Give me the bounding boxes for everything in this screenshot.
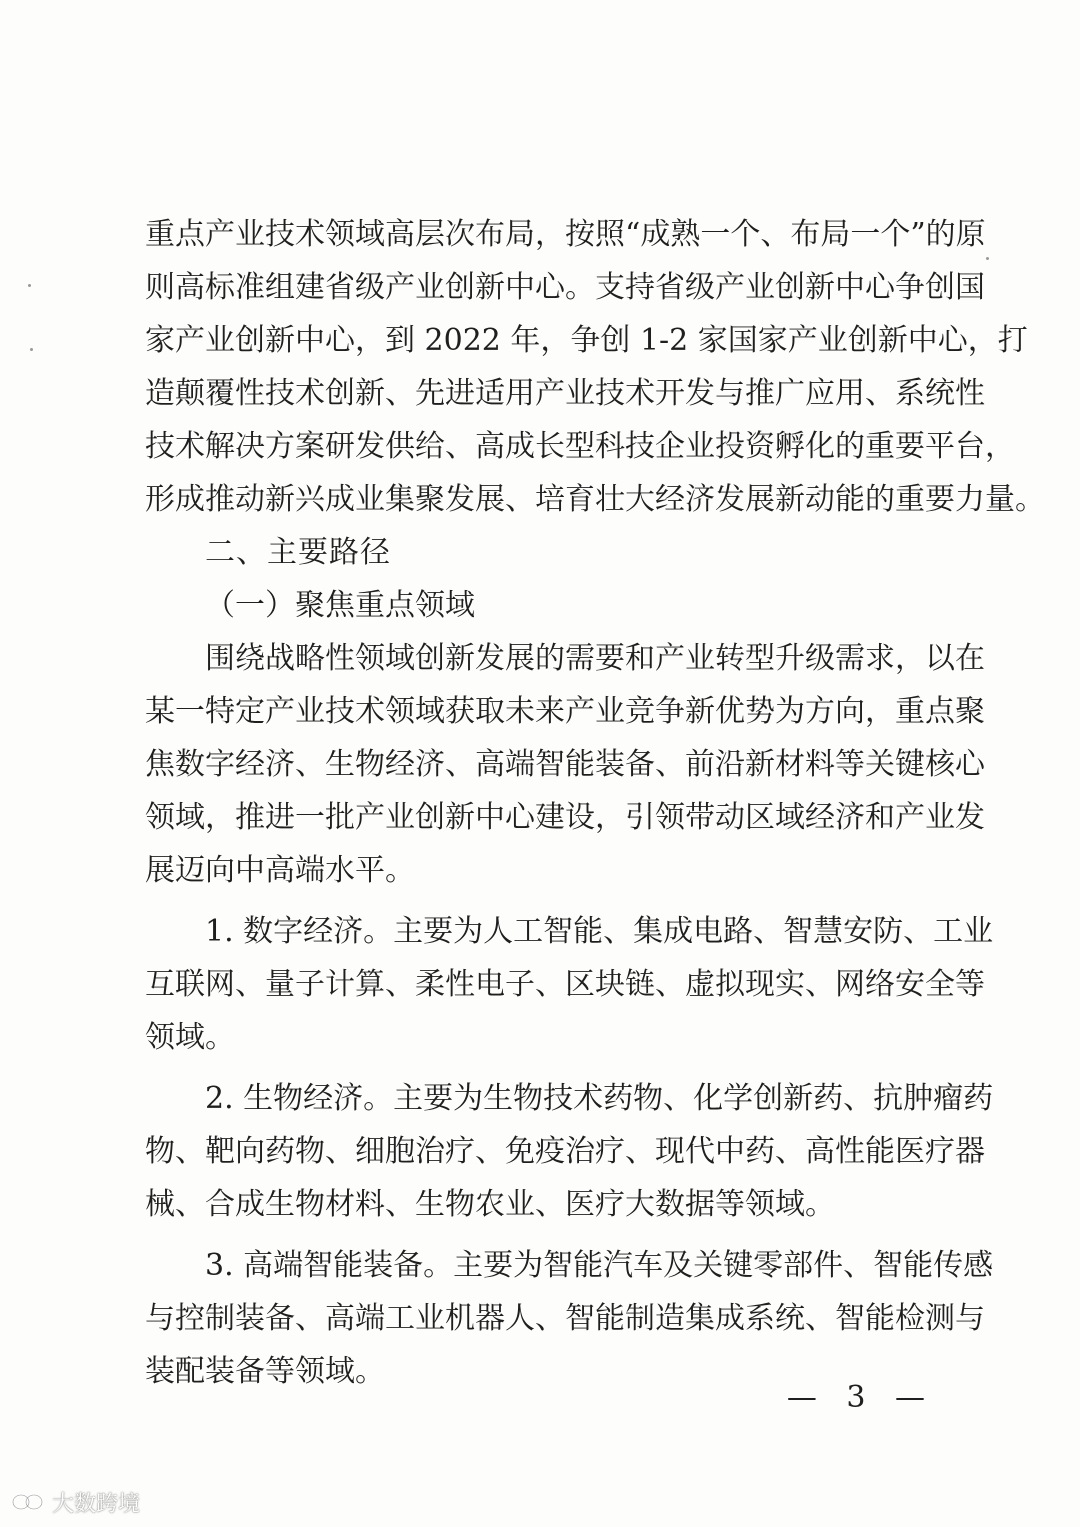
text-line: 焦数字经济、生物经济、高端智能装备、前沿新材料等关键核心	[145, 747, 985, 782]
text-line: 装配装备等领域。	[145, 1354, 385, 1389]
text-line: 械、合成生物材料、生物农业、医疗大数据等领域。	[145, 1187, 835, 1222]
text-line: 领域，推进一批产业创新中心建设，引领带动区域经济和产业发	[145, 800, 985, 835]
text-line: 技术解决方案研发供给、高成长型科技企业投资孵化的重要平台，	[145, 429, 1015, 464]
text-line: 家产业创新中心，到 2022 年，争创 1-2 家国家产业创新中心，打	[145, 323, 1028, 358]
scan-speck	[28, 284, 31, 287]
text-line: 2. 生物经济。主要为生物技术药物、化学创新药、抗肿瘤药	[205, 1081, 994, 1116]
text-line: 形成推动新兴成业集聚发展、培育壮大经济发展新动能的重要力量。	[145, 482, 1045, 517]
text-line: 领域。	[145, 1020, 235, 1055]
text-line: 1. 数字经济。主要为人工智能、集成电路、智慧安防、工业	[205, 914, 994, 949]
subsection-heading: （一）聚焦重点领域	[205, 588, 475, 623]
text-line: 重点产业技术领域高层次布局，按照“成熟一个、布局一个”的原	[145, 217, 986, 252]
text-line: 围绕战略性领域创新发展的需要和产业转型升级需求，以在	[205, 641, 985, 676]
section-heading: 二、主要路径	[205, 535, 391, 570]
text-line: 某一特定产业技术领域获取未来产业竞争新优势为方向，重点聚	[145, 694, 985, 729]
text-line: 物、靶向药物、细胞治疗、免疫治疗、现代中药、高性能医疗器	[145, 1134, 985, 1169]
document-body	[145, 208, 1045, 1398]
paragraph-intro	[145, 208, 1045, 526]
page-number: — 3 —	[786, 1380, 935, 1415]
list-item-smart-equipment	[145, 1239, 994, 1398]
list-item-bio-economy	[145, 1072, 994, 1231]
text-line: 则高标准组建省级产业创新中心。支持省级产业创新中心争创国	[145, 270, 985, 305]
watermark	[10, 1487, 140, 1517]
chain-link-logo-icon	[10, 1491, 46, 1513]
watermark-text: 大数跨境	[52, 1491, 141, 1517]
text-line: 3. 高端智能装备。主要为智能汽车及关键零部件、智能传感	[205, 1248, 994, 1283]
text-line: 与控制装备、高端工业机器人、智能制造集成系统、智能检测与	[145, 1301, 985, 1336]
text-line: 展迈向中高端水平。	[145, 853, 415, 888]
scan-speck	[986, 257, 989, 260]
text-line: 互联网、量子计算、柔性电子、区块链、虚拟现实、网络安全等	[145, 967, 985, 1002]
scan-speck	[30, 348, 33, 351]
paragraph-focus-areas	[145, 632, 985, 897]
list-item-digital-economy	[145, 905, 994, 1064]
text-line: 造颠覆性技术创新、先进适用产业技术开发与推广应用、系统性	[145, 376, 985, 411]
